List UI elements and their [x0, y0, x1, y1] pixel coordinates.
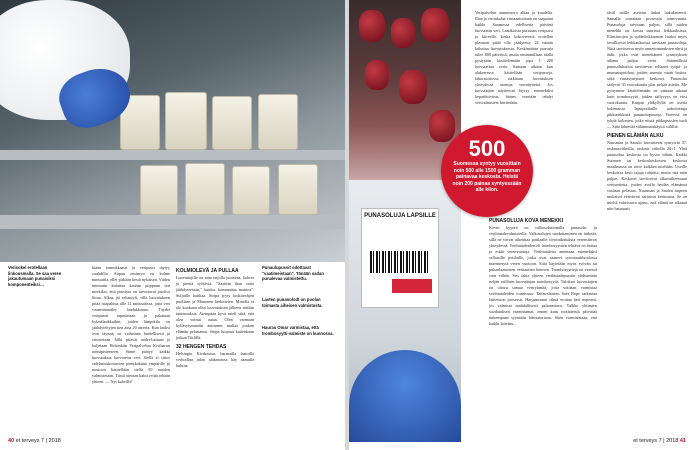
blood-bag [421, 8, 449, 42]
photo-caption: Punaulupussit odottavat "vaatimeistaan". Tänään sadan punalevaa valmistettu. [262, 265, 324, 282]
text-column-2 [176, 265, 254, 369]
photo-caption: Verisokel erotellaan linkousmalla. Se saa veren jakautumaan punaisiksi komponenteiksi… [8, 265, 62, 287]
shelf [0, 215, 345, 229]
magazine-title: et terveys [15, 438, 40, 444]
section-heading: KOLMIOLEVÄ JA PULLAA [176, 268, 239, 274]
lab-photo [0, 0, 345, 262]
left-page [0, 0, 345, 450]
photo-caption: Lasten punanolodt on poolan toimasta aiheisen valmistusta. [262, 297, 323, 308]
issue: 7 | 2018 [41, 438, 61, 444]
page-number: 40 [8, 438, 15, 444]
blood-bag [359, 10, 385, 42]
blood-bag [399, 70, 427, 104]
paragraph: täväl nöille asetetut tiukat laatukriteerit. Samalla seurataan prosessin toimivuutta. Punasoluja tarvitaan paljon, sillä niiden menekki on kovaa suurissa leikkauksissa. Elinsiirtojen ja sydänleikkausten lisäksi myös tavallisesta leikkauksessa tarvitaan punasoluja. Niitä tarvitsevat myös onnettomuuksien uhrit ja äidit, jotka ovat menettäneet synnytyksen aikana paljon verta. Säännöllistä punasoluhoitoa tarvitsevat sellaiset syöpä- ja munuaispotilaat, joiden anemia vaatii hoitoa, sekä vastasyntyneet keskoset. Punasolut säilyvät 35 vuorokautta plus neljää astetta. Me pystymme käsittelemään ne samaan aikaan kuin trombosyytit, joiden säilyvyys on viisi vuorokautta. Kaapin yläkyllyllä on useita kokenaisia lapsipotilaille tarkoitettuja pikkuriikkisiä punasolupusseja. Vieressä on tyhjiä kolonien, jotka niistä pikkupussien tuoli — Siitä lähtevää vähimmäiskäyttö välilliä. [607, 10, 687, 129]
blood-bag-white [232, 166, 270, 215]
folio [8, 438, 61, 444]
page-number: 41 [679, 438, 686, 444]
paragraph: Helsingin Kivihaassa, harmailla laatoilla verhoillun talon alakerrassa käy aamulla kuhina. [176, 351, 254, 368]
blood-bag-label [361, 208, 439, 308]
blood-bag-white [212, 96, 252, 150]
blue-glove [349, 350, 461, 442]
section-heading: 32 HENGEN TEHDAS [176, 344, 227, 350]
blood-bag-white [258, 94, 298, 150]
blood-bag-white [185, 163, 225, 215]
section-heading: PIENEN ELÄMÄN ALKU [607, 133, 664, 139]
label-photo [349, 180, 461, 442]
right-page [349, 0, 694, 450]
issue: 7 | 2018 [658, 438, 679, 444]
blood-bag-white [140, 165, 178, 215]
paragraph: Luovuttajille on aina tarjolla juotavaa, kahvia ja pieniä syötäviä. "Saattiin than sotta jäähdyteetaan," kuulut. kommattaa mainoa". Suljuille kaiiltaa. Stripa tyyty luokiteohjen puollaan ja Mauonen kerkittelen. Minulla ei ole kookaan ollut luovutuksen jälkeen mitään tuntemuksia. Aiempaan hyvä mieli siitä, että olen voinut autaa. Olen varmaan kylläsytymmöin auttaneet mullaa jonkun elämän pelastanut. Stripa luopuut kuitenkaan jotkun Tiitlillä. [176, 275, 254, 340]
shelf [0, 150, 345, 160]
text-column-1: kiään tarmokkaasti ja veripussi täytyy vauhdilla. Sitpan ensimyn en kolme minuuttia, ellei pitkään kestä nykäisen. Viiden minuutin kuluttua kaulun pitppuun sen merkiksi, että pussissa on tarvittavat puoliso litraa. Alkaa jäi reliantyli, sillä luovatukoen pitää istapahtua alle 12 minuuttissa, jotta veri vaarmittaaitley laadukkaana. Täydet veripussit nipastetaan ja pakataan kylmälaukkuihin, joiden lämpötila on jäähdytettyjen tien aina 20 asteeta. Kun lauksi ovat täynnä, ne vaihetaan huolellisesti ja siivotetaan. Jälki pitävät uudet-luotaan ja kuljetaan Helsinkiin Veripalvelun Kiviharun toimipisteeseen. Sinne päätyy kaikki luovutuksia luovutetut veri. Siellä ei siitos sidelurisukoituvien pienikokään ympärille ja noutoon käsitellään siellä 50 nuoden valmistetaan. Tässä otetaan kaksi reittä tehään yhteen. — Nyt kahville! [92, 265, 170, 384]
barcode [370, 251, 430, 273]
blood-bag-white [165, 92, 207, 150]
statistic-badge [441, 125, 533, 217]
magazine-title: et terveys [633, 438, 658, 444]
badge-text: Suomessa syntyy vuosittain noin 500 alle 1500 gramman painavaa keskosta. Heistä noin 200 painaa syntyessään alle kilon. [452, 161, 522, 193]
label-text: PUNASOLUJA LAPSILLE [364, 213, 436, 219]
text-column-3a: Veripalvelun aamuvuoro alkaa jo kuudelta. Illan ja vironkalaa vastaantottiaan on saapunut kaikki Suomessa edellisenä päivänä luovutettu veri. Laatikoista purataan veripussi ja kiireellä, koska kokoverestä erotellan plasman pitää olla jäädytetty 24 tunnin kuluttua luovutuksesta. Keskimäärin pussuja tulee 800 päivässä, mutta omimmillaan täällä pystytään käsittelemään jopa 1 200 luovutettua verta. Samaan aikaan kun alakerrassa käsitellään veripusseja, laboratoriossa tutkitaan luovutuksen yhteydessä otettuja verinäytteitä. Jos luovuttajan näytteestä löytyy esimerkiksi hepatiittivirus, hänen veretään tehdyt verivalmisteet hävitetään. [475, 10, 553, 105]
label-stripe [392, 279, 432, 293]
section-heading: PUNASOLUJA KOVA MENEKKI [489, 218, 563, 224]
text-column-3b [489, 215, 597, 327]
paragraph: Kovin kyynrä on valkosoluttomilla punasolu- ja verihiutalevalmisteilla. Valkosolujen suodattaminen on tärkeää, sillä ne voivat aiheuttaa potilaalle sivuvaikutuksia verensiirron yhteydessä. Verihiutaleiden eli trombosyyttien tehtävä on hoitaa ja estää verenvuotoja. Verihiutaleita annetaan esimerkiksi sellaisille potilaille, jotka ovat saaneet sytostaattihoidossa mäennetyiä veren vuotoon. Siitä käytetään myös syövän tai puhanlaatuisten veritautien hoitoon. Trombosyyttejä on veressä vain vähän. Sen takia yhteen verihiutalepussiin yhdistetään neljän erillisen luovuttajan trombosyytit. Tulokset luovuttajien on oltava samaa veriryhmää, jotta voidaan varmistaa verihiutaleiden toimivuus. Taitavalaisten Saet Rope tarkastaa laitteiston prosessit. Harjaantunut silmä erottaa heti nopeasti, jos valmista mahdollisesti palautettava. Valkko yhtimien suodatuksen varmistamat, ennen kuin roottateistä päivittää tutkempaan syyntään laboratorioon. Siten varmistetaan, että kaikki laiteittu... [489, 225, 597, 326]
blood-bag [365, 60, 389, 90]
folio [633, 438, 686, 444]
text-column-4 [607, 10, 687, 212]
photo-caption: Hauras Omar varmistaa, että trombosyytti-valmiste on kunnossa. [262, 325, 334, 336]
blood-bag [391, 18, 415, 48]
paragraph: Nuusman ja Saoulo luovuttevat syntyivät 37. raskausviikoilla, raskaus viikolla 26+1. Yhtä punasolua keskosta on hyvin vähän. Kaikki Suomen tai keskoskeskossen keskosta maailmassa on toive kaikkea mieltään. Useille keskoissa kesti rajuja tulijoita, mutta sitä näin paljon. Keskoset tarvitsevat alkuvaiheessaan verituotteita, joiden avulla heidän elämänsä voidaan pelastaa. Nuusman ja Saulen tarpeen mukaiset verisiirrot sattuivat keskosina. Se on mieltä vahvistava ajatus, että elämä on alkanut niin hauraasti. [607, 140, 687, 211]
blood-bag-white [278, 164, 318, 215]
badge-number: 500 [468, 136, 506, 161]
